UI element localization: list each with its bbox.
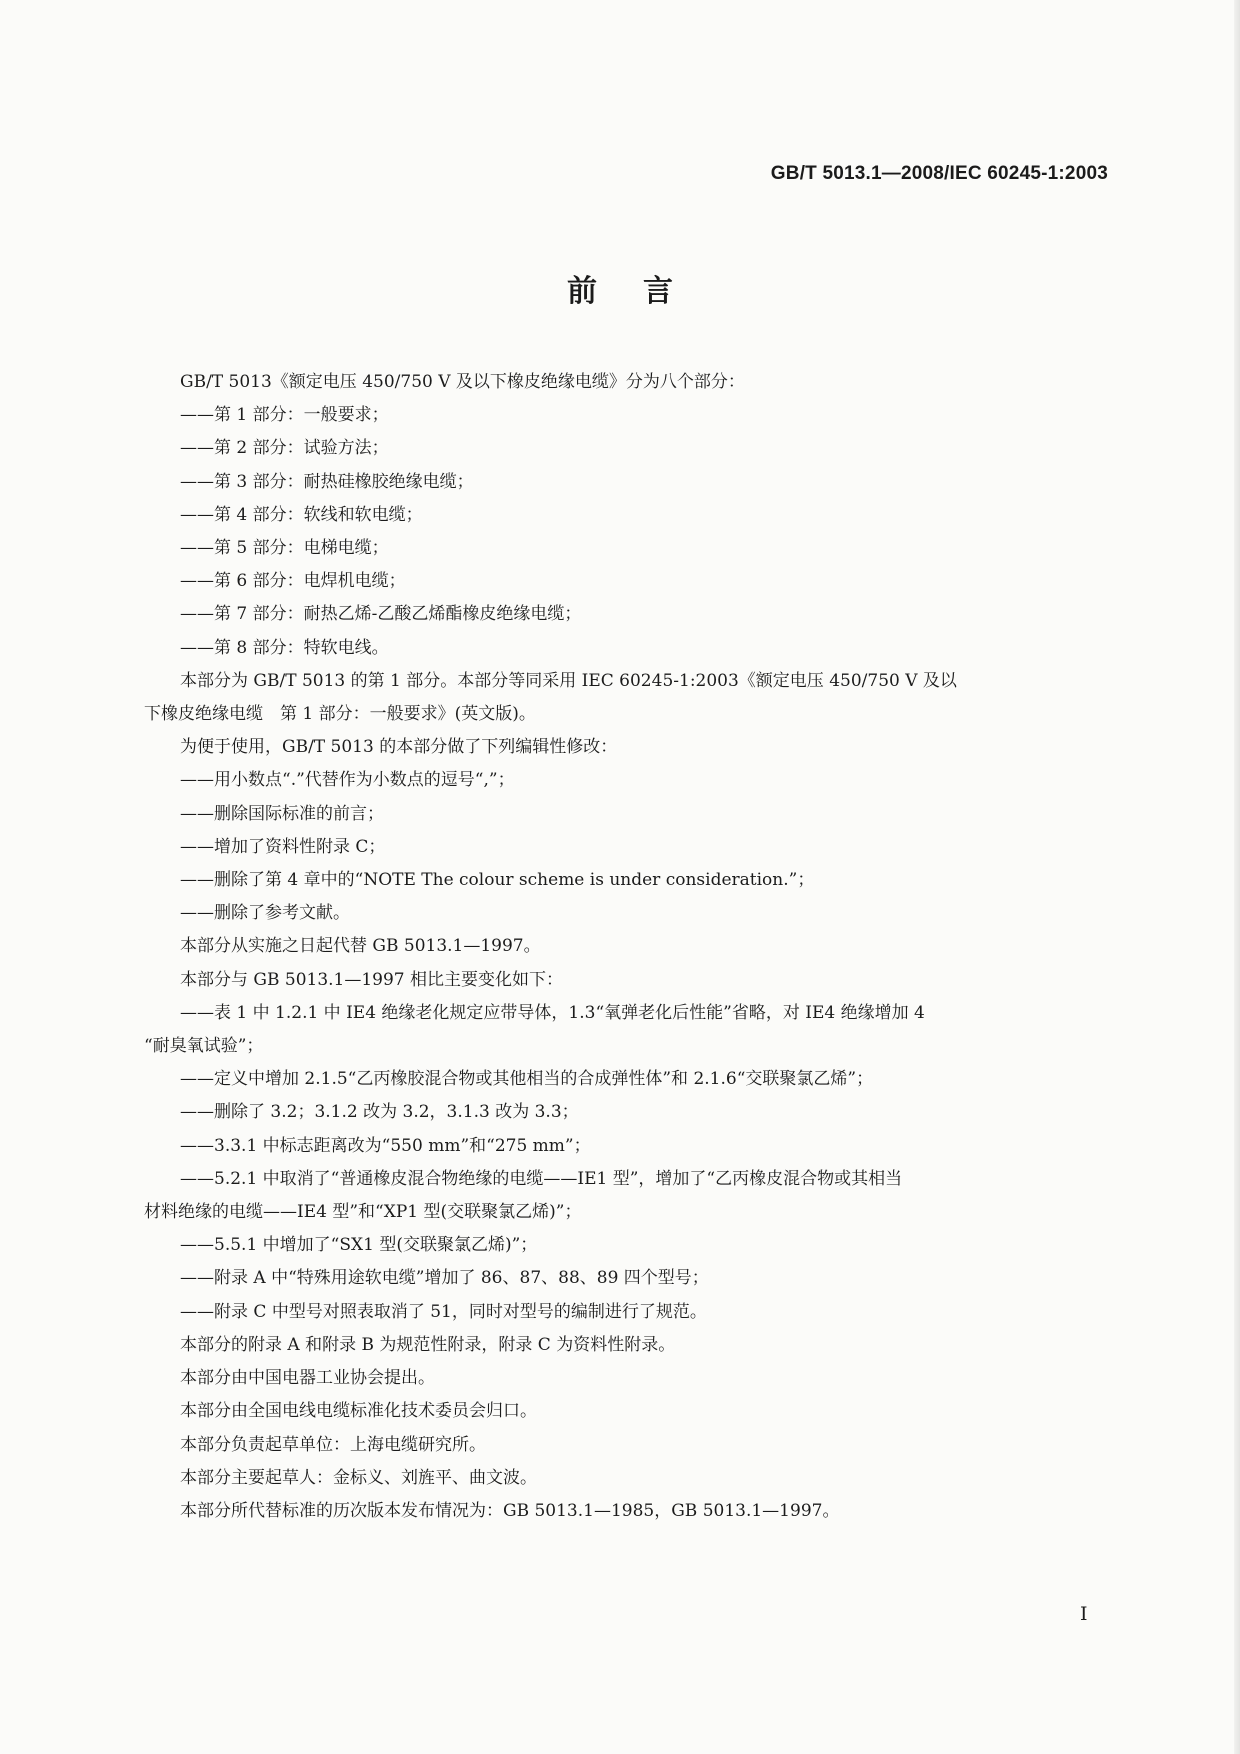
list-item-continuation: 材料绝缘的电缆——IE4 型”和“XP1 型(交联聚氯乙烯)”；	[144, 1202, 582, 1223]
list-item: ——附录 C 中型号对照表取消了 51，同时对型号的编制进行了规范。	[180, 1301, 707, 1322]
paragraph: 本部分由全国电线电缆标准化技术委员会归口。	[180, 1401, 537, 1422]
paragraph-continuation: 下橡皮绝缘电缆 第 1 部分：一般要求》(英文版)。	[144, 704, 536, 725]
list-item: ——用小数点“.”代替作为小数点的逗号“,”；	[180, 770, 515, 791]
list-item: ——第 1 部分：一般要求；	[180, 405, 389, 426]
list-item: ——第 5 部分：电梯电缆；	[180, 538, 389, 559]
list-item: ——5.2.1 中取消了“普通橡皮混合物绝缘的电缆——IE1 型”，增加了“乙丙橡皮混合物或其相当	[180, 1168, 903, 1189]
list-item-continuation: “耐臭氧试验”；	[144, 1036, 264, 1057]
list-item: ——第 4 部分：软线和软电缆；	[180, 504, 423, 525]
page-title: 前言	[567, 274, 719, 309]
list-item: ——删除了参考文献。	[180, 903, 350, 924]
paragraph: 本部分与 GB 5013.1—1997 相比主要变化如下：	[180, 969, 564, 990]
list-item: ——5.5.1 中增加了“SX1 型(交联聚氯乙烯)”；	[180, 1235, 538, 1256]
foreword-body	[144, 366, 1105, 1528]
paragraph: 本部分从实施之日起代替 GB 5013.1—1997。	[180, 936, 541, 957]
page-edge	[1234, 0, 1240, 1754]
paragraph: 本部分所代替标准的历次版本发布情况为：GB 5013.1—1985，GB 5013.1—1997。	[180, 1500, 840, 1521]
list-item: ——表 1 中 1.2.1 中 IE4 绝缘老化规定应带导体，1.3“氧弹老化后性能”省略，对 IE4 绝缘增加 4	[180, 1002, 925, 1023]
page-number: I	[1080, 1603, 1088, 1625]
list-item: ——第 6 部分：电焊机电缆；	[180, 571, 406, 592]
paragraph: 本部分为 GB/T 5013 的第 1 部分。本部分等同采用 IEC 60245-1:2003《额定电压 450/750 V 及以	[180, 670, 957, 691]
paragraph: 本部分由中国电器工业协会提出。	[180, 1368, 435, 1389]
list-item: ——删除国际标准的前言；	[180, 803, 384, 824]
paragraph: 本部分负责起草单位：上海电缆研究所。	[180, 1434, 486, 1455]
paragraph: 本部分的附录 A 和附录 B 为规范性附录，附录 C 为资料性附录。	[180, 1334, 676, 1355]
list-item: ——第 3 部分：耐热硅橡胶绝缘电缆；	[180, 471, 474, 492]
paragraph: GB/T 5013《额定电压 450/750 V 及以下橡皮绝缘电缆》分为八个部分：	[180, 372, 745, 392]
list-item: ——3.3.1 中标志距离改为“550 mm”和“275 mm”；	[180, 1135, 591, 1156]
paragraph: 本部分主要起草人：金标义、刘旌平、曲文波。	[180, 1467, 537, 1488]
list-item: ——第 7 部分：耐热乙烯-乙酸乙烯酯橡皮绝缘电缆；	[180, 604, 582, 625]
standard-code-header: GB/T 5013.1—2008/IEC 60245-1:2003	[770, 163, 1108, 184]
list-item: ——增加了资料性附录 C；	[180, 836, 386, 857]
list-item: ——附录 A 中“特殊用途软电缆”增加了 86、87、88、89 四个型号；	[180, 1268, 709, 1289]
list-item: ——第 2 部分：试验方法；	[180, 438, 389, 459]
list-item: ——定义中增加 2.1.5“乙丙橡胶混合物或其他相当的合成弹性体”和 2.1.6“交联聚氯乙烯”；	[180, 1069, 874, 1090]
paragraph: 为便于使用，GB/T 5013 的本部分做了下列编辑性修改：	[180, 737, 618, 758]
list-item: ——删除了第 4 章中的“NOTE The colour scheme is under consideration.”；	[180, 870, 815, 891]
list-item: ——第 8 部分：特软电线。	[180, 637, 389, 658]
list-item: ——删除了 3.2；3.1.2 改为 3.2，3.1.3 改为 3.3；	[180, 1102, 579, 1123]
